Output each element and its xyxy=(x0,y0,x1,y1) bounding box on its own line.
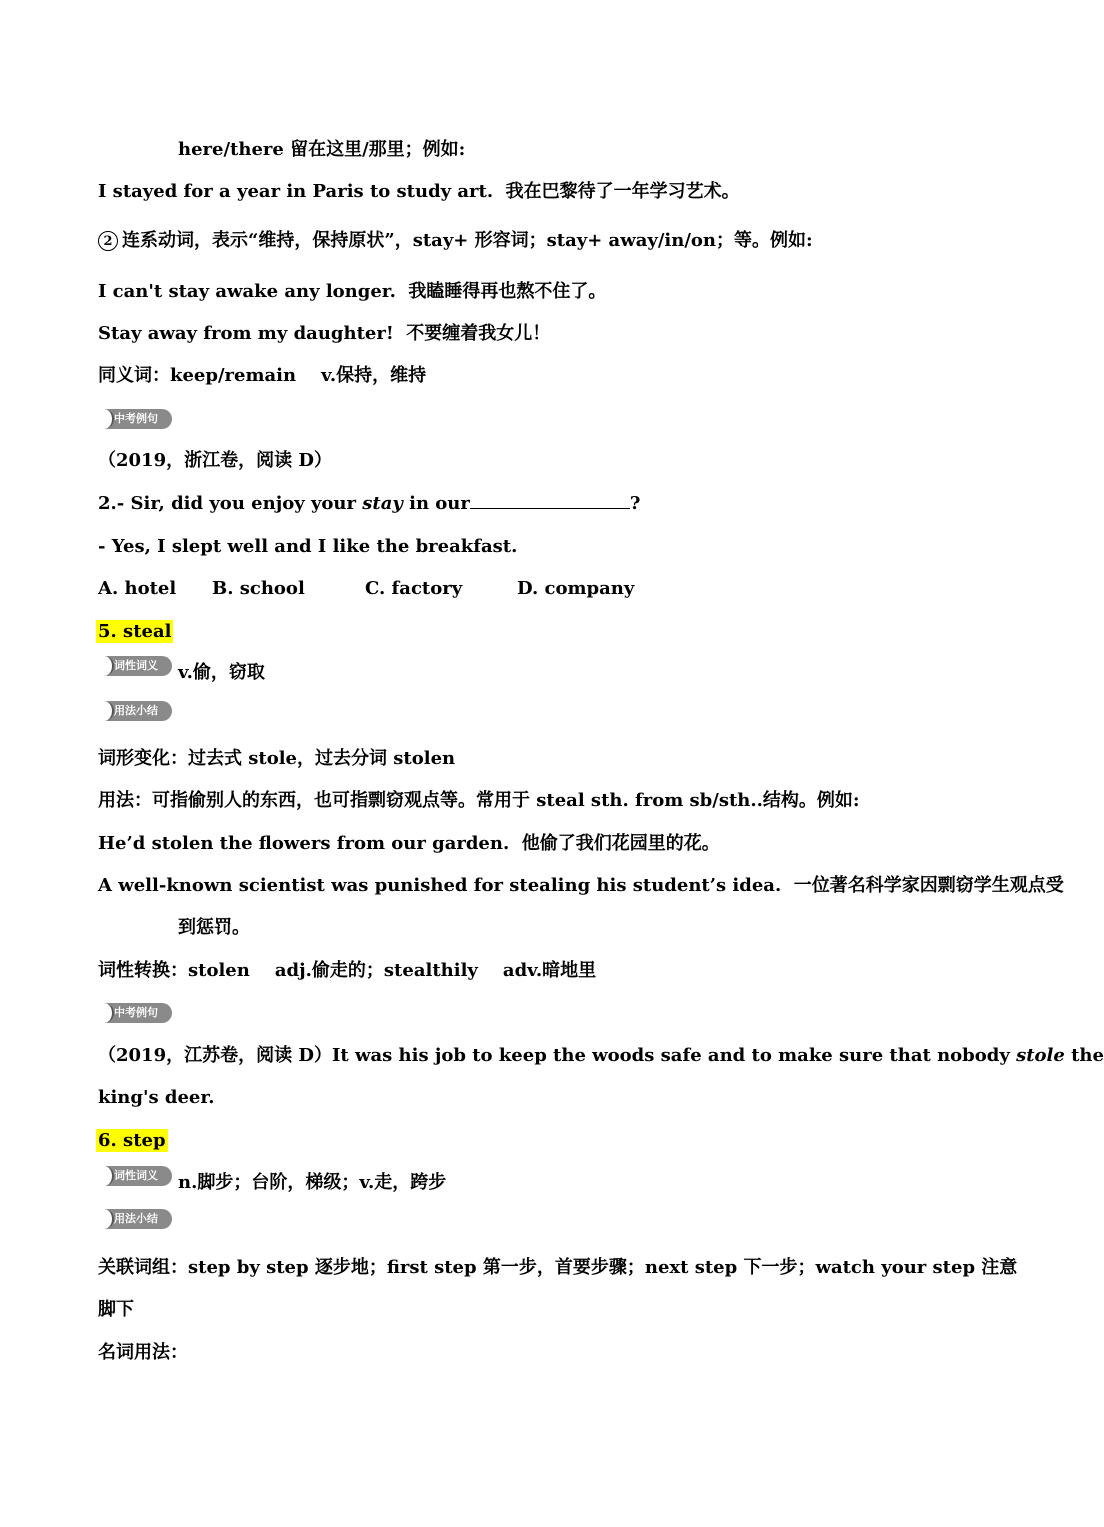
text-line: 到惩罚。 xyxy=(178,917,250,938)
section-heading: 5. steal xyxy=(98,621,172,642)
text-line: He’d stolen the flowers from our garden. 他偷了我们花园里的花。 xyxy=(98,833,720,854)
question-line: 2.- Sir, did you enjoy your stay in our ? xyxy=(98,493,641,514)
text-line: n.脚步；台阶，梯级；v.走，跨步 xyxy=(178,1172,447,1193)
text-line: I stayed for a year in Paris to study art. 我在巴黎待了一年学习艺术。 xyxy=(98,181,740,202)
text-line: Stay away from my daughter! 不要缠着我女儿！ xyxy=(98,323,551,344)
usage-summary-tag: 用法小结 xyxy=(98,701,172,721)
text-line: I can't stay awake any longer. 我瞌睡得再也熬不住了。 xyxy=(98,281,607,302)
text-line: 同义词：keep/remain v.保持，维持 xyxy=(98,365,427,386)
option-b: B. school xyxy=(212,578,305,599)
section-heading: 6. step xyxy=(98,1130,166,1151)
text-line: （2019，浙江卷，阅读 D） xyxy=(98,450,332,471)
text-line: here/there 留在这里/那里；例如: xyxy=(178,139,466,160)
text-line: 词性转换：stolen adj.偷走的；stealthily adv.暗地里 xyxy=(98,960,597,981)
text-line: 名词用法： xyxy=(98,1342,188,1363)
word-meaning-tag: 词性词义 xyxy=(98,656,172,676)
text-line: 2 连系动词，表示“维持，保持原状”，stay+ 形容词；stay+ away/in/on；等。例如: xyxy=(98,229,813,253)
text-line: 词形变化：过去式 stole，过去分词 stolen xyxy=(98,748,456,769)
circled-number: 2 xyxy=(98,231,118,251)
option-c: C. factory xyxy=(365,578,463,599)
text-line: A well-known scientist was punished for stealing his student’s idea. 一位著名科学家因剽窃学生观点受 xyxy=(98,875,1064,896)
text-line: （2019，江苏卷，阅读 D）It was his job to keep the woods safe and to make sure that nobody stole the xyxy=(98,1045,1104,1066)
option-d: D. company xyxy=(517,578,635,599)
text-line: 用法：可指偷别人的东西，也可指剽窃观点等。常用于 steal sth. from sb/sth..结构。例如: xyxy=(98,790,860,811)
usage-summary-tag: 用法小结 xyxy=(98,1209,172,1229)
word-meaning-tag: 词性词义 xyxy=(98,1166,172,1186)
text-line: - Yes, I slept well and I like the breakfast. xyxy=(98,536,518,557)
text-line: 关联词组：step by step 逐步地；first step 第一步，首要步骤；next step 下一步；watch your step 注意 xyxy=(98,1257,1018,1278)
text-line: 脚下 xyxy=(98,1299,134,1320)
text-line: king's deer. xyxy=(98,1087,215,1108)
exam-example-tag: 中考例句 xyxy=(98,1003,172,1023)
exam-example-tag: 中考例句 xyxy=(98,409,172,429)
text-line: v.偷，窃取 xyxy=(178,662,265,683)
answer-blank xyxy=(470,492,630,509)
option-a: A. hotel xyxy=(98,578,177,599)
